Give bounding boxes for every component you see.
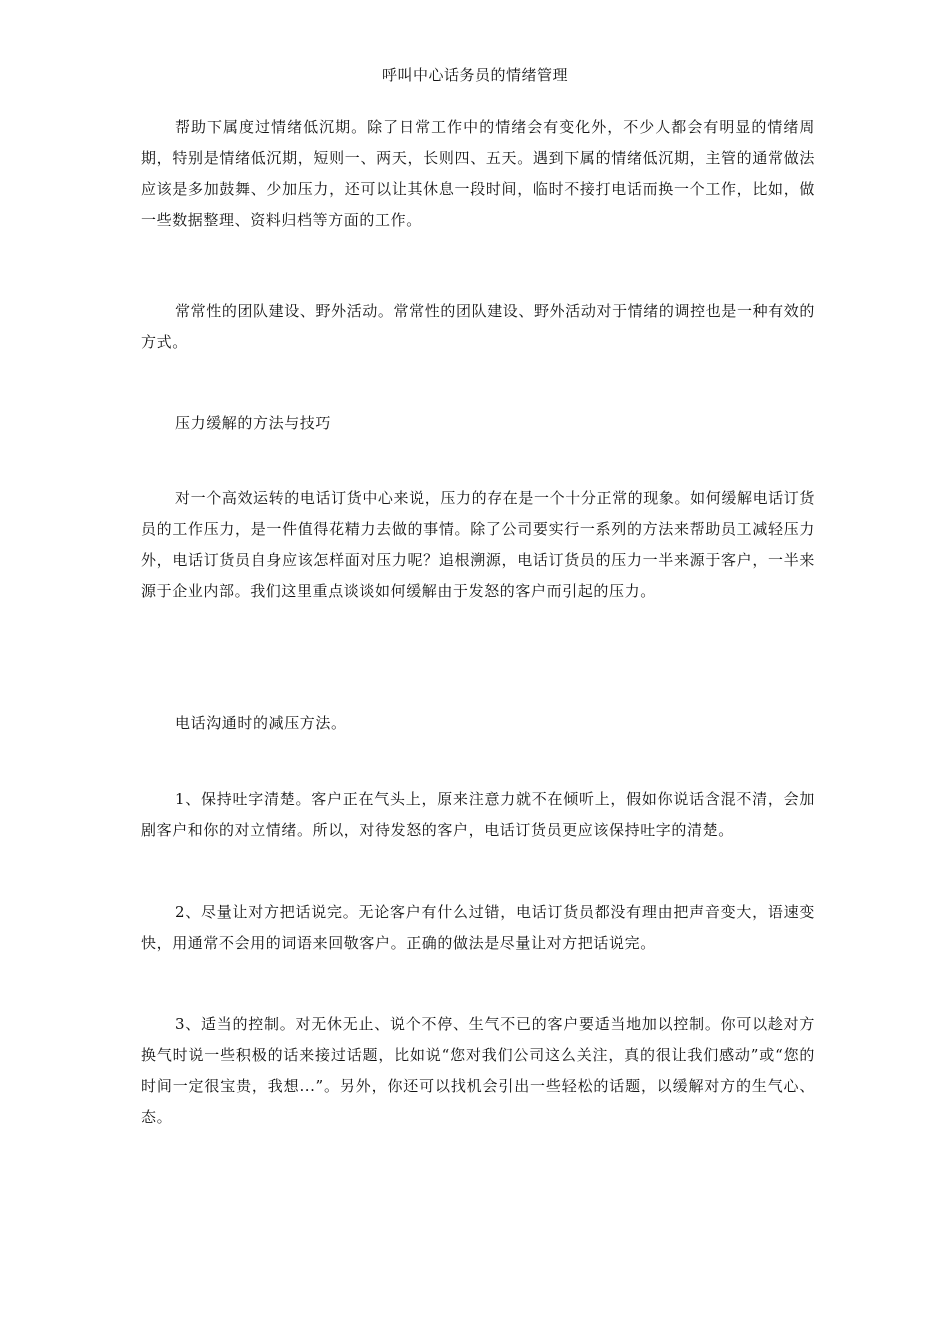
- paragraph-team-building: 常常性的团队建设、野外活动。常常性的团队建设、野外活动对于情绪的调控也是一种有效的方式。: [141, 302, 815, 351]
- list-item-appropriate-control: 3、适当的控制。对无休无止、说个不停、生气不已的客户要适当地加以控制。你可以趁对方换气时说一些积极的话来接过话题，比如说“您对我们公司这么关注，真的很让我们感动”或“您的时间一定很宝贵，我想...”。另外，你还可以找机会引出一些轻松的话题，以缓解对方的生气心、态。: [141, 1015, 815, 1126]
- section-heading-phone-methods: 电话沟通时的减压方法。: [175, 714, 347, 732]
- document-title: 呼叫中心话务员的情绪管理: [381, 66, 568, 84]
- paragraph-stress-intro: 对一个高效运转的电话订货中心来说，压力的存在是一个十分正常的现象。如何缓解电话订货员的工作压力，是一件值得花精力去做的事情。除了公司要实行一系列的方法来帮助员工减轻压力外，电话订货员自身应该怎样面对压力呢？追根溯源，电话订货员的压力一半来源于客户，一半来源于企业内部。我们这里重点谈谈如何缓解由于发怒的客户而引起的压力。: [141, 489, 815, 600]
- list-item-clear-speech: 1、保持吐字清楚。客户正在气头上，原来注意力就不在倾听上，假如你说话含混不清，会加剧客户和你的对立情绪。所以，对待发怒的客户，电话订货员更应该保持吐字的清楚。: [141, 790, 815, 839]
- paragraph-help-subordinates: 帮助下属度过情绪低沉期。除了日常工作中的情绪会有变化外，不少人都会有明显的情绪周期，特别是情绪低沉期，短则一、两天，长则四、五天。遇到下属的情绪低沉期，主管的通常做法应该是多加鼓舞、少加压力，还可以让其休息一段时间，临时不接打电话而换一个工作，比如，做一些数据整理、资料归档等方面的工作。: [141, 118, 815, 229]
- section-heading-stress-relief: 压力缓解的方法与技巧: [175, 414, 332, 432]
- list-item-let-them-finish: 2、尽量让对方把话说完。无论客户有什么过错，电话订货员都没有理由把声音变大，语速变快，用通常不会用的词语来回敬客户。正确的做法是尽量让对方把话说完。: [141, 903, 815, 952]
